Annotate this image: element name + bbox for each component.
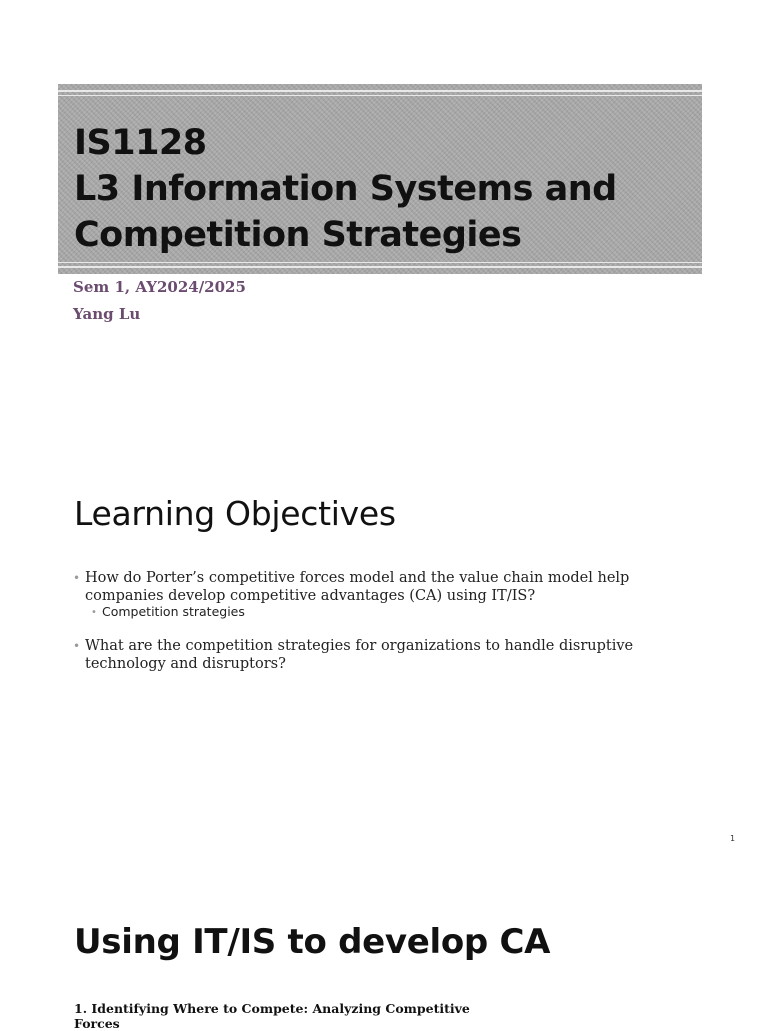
slide-title bbox=[74, 120, 617, 258]
bullet-marker: • bbox=[73, 571, 81, 585]
section-heading-1: 1. Identifying Where to Compete: Analyzing Competitive Forces bbox=[74, 1001, 470, 1031]
sub-bullet-text-1: Competition strategies bbox=[102, 604, 245, 619]
subtitle-semester: Sem 1, AY2024/2025 bbox=[73, 278, 246, 296]
objective-bullet-2 bbox=[73, 637, 685, 673]
title-course-code: IS1128 bbox=[74, 123, 207, 163]
objective-text-1: How do Porter’s competitive forces model and the value chain model help companies develop competitive advantages (CA) using IT/IS? bbox=[85, 570, 630, 604]
bullet-marker: • bbox=[73, 639, 81, 653]
objective-text-2: What are the competition strategies for organizations to handle disruptive technology and disruptors? bbox=[85, 638, 634, 672]
banner-bottom-rule bbox=[58, 266, 702, 268]
banner-bottom-rule-thin bbox=[58, 262, 702, 263]
title-banner bbox=[58, 84, 702, 274]
subtitle-author: Yang Lu bbox=[73, 305, 141, 323]
banner-top-rule-thin bbox=[58, 95, 702, 96]
learning-objectives-heading: Learning Objectives bbox=[74, 494, 396, 533]
title-line-2: L3 Information Systems and bbox=[74, 169, 617, 209]
title-line-3: Competition Strategies bbox=[74, 215, 522, 255]
using-it-is-heading: Using IT/IS to develop CA bbox=[74, 922, 551, 962]
page-number: 1 bbox=[730, 834, 736, 843]
objective-sub-bullet-1 bbox=[91, 603, 245, 621]
sub-bullet-marker: • bbox=[91, 607, 97, 618]
objective-bullet-1 bbox=[73, 569, 685, 605]
banner-top-rule bbox=[58, 90, 702, 92]
